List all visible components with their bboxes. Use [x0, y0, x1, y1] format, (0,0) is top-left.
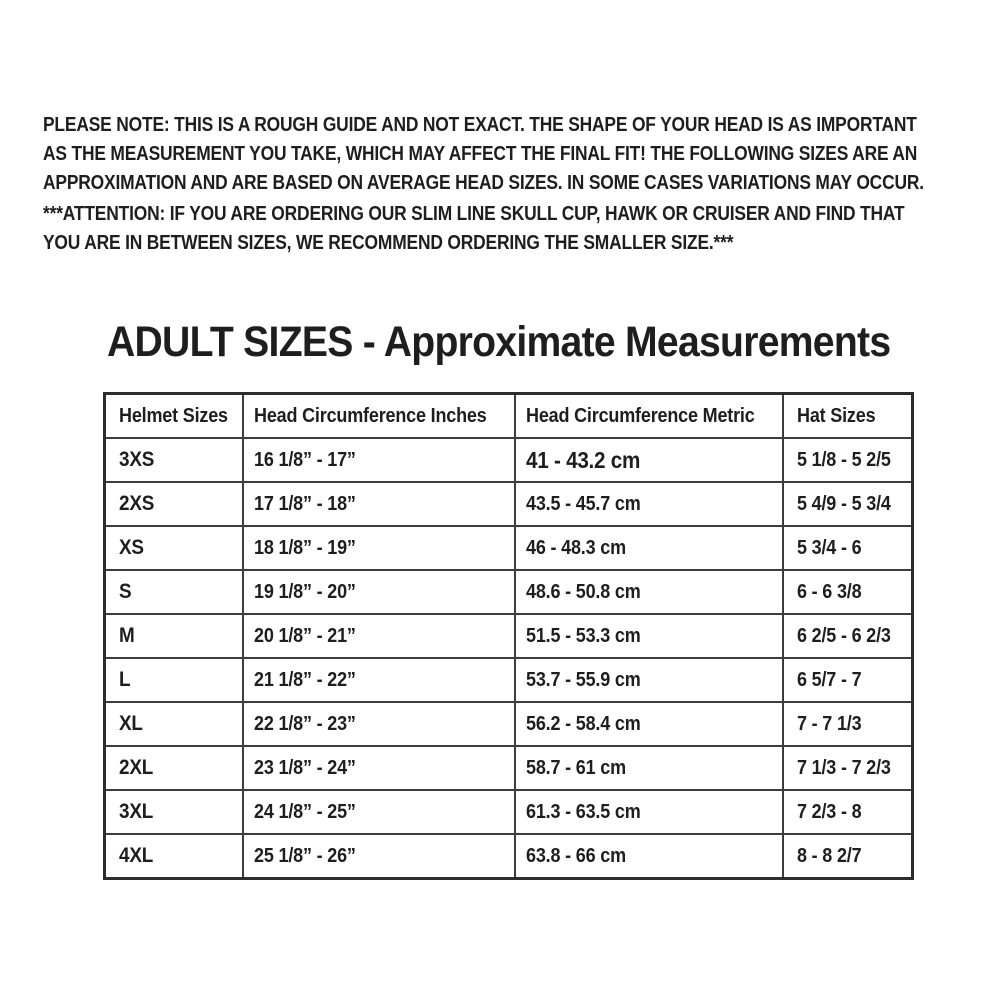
header-circumference-metric: Head Circumference Metric [515, 394, 783, 439]
attention-paragraph [43, 200, 1000, 258]
table-header-row [105, 394, 913, 439]
adult-sizes-table [103, 392, 914, 880]
helmet-size-cell: 4XL [105, 834, 244, 879]
metric-cell: 46 - 48.3 cm [515, 526, 783, 570]
header-helmet-sizes: Helmet Sizes [105, 394, 244, 439]
inches-cell: 18 1/8” - 19” [243, 526, 515, 570]
helmet-size-cell: 2XL [105, 746, 244, 790]
table-row-xl [105, 702, 913, 746]
hat-size-cell: 5 4/9 - 5 3/4 [783, 482, 912, 526]
metric-cell: 56.2 - 58.4 cm [515, 702, 783, 746]
hat-size-cell: 5 1/8 - 5 2/5 [783, 438, 912, 482]
helmet-size-cell: XS [105, 526, 244, 570]
hat-size-cell: 8 - 8 2/7 [783, 834, 912, 879]
attention-line-2: YOU ARE IN BETWEEN SIZES, WE RECOMMEND ORDERING THE SMALLER SIZE.*** [43, 232, 734, 254]
inches-cell: 17 1/8” - 18” [243, 482, 515, 526]
inches-cell: 16 1/8” - 17” [243, 438, 515, 482]
hat-size-cell: 7 1/3 - 7 2/3 [783, 746, 912, 790]
please-note-paragraph [43, 111, 1000, 198]
hat-size-cell: 5 3/4 - 6 [783, 526, 912, 570]
inches-cell: 25 1/8” - 26” [243, 834, 515, 879]
metric-cell: 51.5 - 53.3 cm [515, 614, 783, 658]
inches-cell: 24 1/8” - 25” [243, 790, 515, 834]
inches-cell: 20 1/8” - 21” [243, 614, 515, 658]
table-row-xs [105, 526, 913, 570]
header-hat-sizes: Hat Sizes [783, 394, 912, 439]
inches-cell: 23 1/8” - 24” [243, 746, 515, 790]
note-line-3: APPROXIMATION AND ARE BASED ON AVERAGE HEAD SIZES. IN SOME CASES VARIATIONS MAY OCCUR. [43, 172, 924, 194]
table-row-m [105, 614, 913, 658]
table-row-3xs [105, 438, 913, 482]
metric-cell: 53.7 - 55.9 cm [515, 658, 783, 702]
table-row-3xl [105, 790, 913, 834]
note-line-1: PLEASE NOTE: THIS IS A ROUGH GUIDE AND NOT EXACT. THE SHAPE OF YOUR HEAD IS AS IMPORTANT [43, 114, 917, 136]
hat-size-cell: 6 2/5 - 6 2/3 [783, 614, 912, 658]
hat-size-cell: 6 - 6 3/8 [783, 570, 912, 614]
page-title: ADULT SIZES - Approximate Measurements [107, 318, 891, 366]
table-row-4xl [105, 834, 913, 879]
metric-cell: 58.7 - 61 cm [515, 746, 783, 790]
table-row-2xs [105, 482, 913, 526]
note-line-2: AS THE MEASUREMENT YOU TAKE, WHICH MAY AFFECT THE FINAL FIT! THE FOLLOWING SIZES ARE AN [43, 143, 918, 165]
table-row-s [105, 570, 913, 614]
hat-size-cell: 6 5/7 - 7 [783, 658, 912, 702]
inches-cell: 22 1/8” - 23” [243, 702, 515, 746]
header-circumference-inches: Head Circumference Inches [243, 394, 515, 439]
hat-size-cell: 7 2/3 - 8 [783, 790, 912, 834]
helmet-size-cell: XL [105, 702, 244, 746]
helmet-size-cell: 2XS [105, 482, 244, 526]
helmet-size-cell: L [105, 658, 244, 702]
inches-cell: 19 1/8” - 20” [243, 570, 515, 614]
table-row-l [105, 658, 913, 702]
attention-line-1: ***ATTENTION: IF YOU ARE ORDERING OUR SLIM LINE SKULL CUP, HAWK OR CRUISER AND FIND THAT [43, 203, 905, 225]
metric-cell: 41 - 43.2 cm [515, 438, 783, 482]
metric-cell: 63.8 - 66 cm [515, 834, 783, 879]
helmet-size-cell: 3XS [105, 438, 244, 482]
metric-cell: 43.5 - 45.7 cm [515, 482, 783, 526]
metric-cell: 48.6 - 50.8 cm [515, 570, 783, 614]
table-row-2xl [105, 746, 913, 790]
inches-cell: 21 1/8” - 22” [243, 658, 515, 702]
helmet-size-cell: S [105, 570, 244, 614]
hat-size-cell: 7 - 7 1/3 [783, 702, 912, 746]
metric-cell: 61.3 - 63.5 cm [515, 790, 783, 834]
helmet-size-cell: M [105, 614, 244, 658]
helmet-size-cell: 3XL [105, 790, 244, 834]
